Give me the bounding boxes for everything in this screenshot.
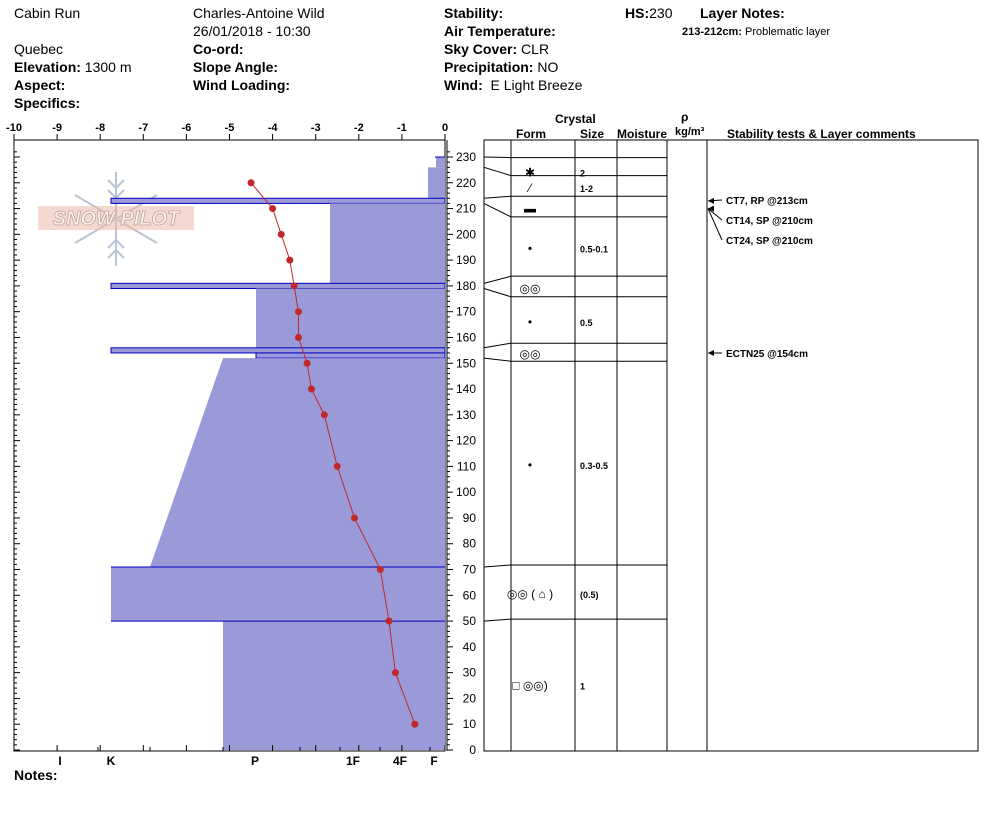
hardness-label: K	[106, 754, 116, 768]
col-comments: Stability tests & Layer comments	[727, 127, 916, 141]
temperature-point	[308, 386, 315, 393]
crystal-size: 0.5-0.1	[580, 244, 609, 255]
temperature-point	[295, 308, 302, 315]
height-tick-label: 200	[455, 227, 476, 242]
crystal-form: □ ◎◎)	[512, 678, 548, 693]
wind-label: Wind:	[444, 77, 483, 93]
stability-test: ECTN25 @154cm	[726, 349, 809, 360]
wind-loading-label: Wind Loading:	[193, 77, 291, 93]
crystal-form: ◎◎	[519, 281, 541, 296]
height-tick-label: 0	[469, 743, 476, 757]
temperature-point	[269, 205, 276, 212]
slope-label: Slope Angle:	[193, 59, 279, 75]
crystal-form: ◎◎	[519, 347, 541, 362]
height-tick-label: 30	[462, 665, 476, 680]
temperature-point	[286, 257, 293, 264]
temperature-point	[321, 411, 328, 418]
layer-note-range: 213-212cm:	[682, 26, 742, 38]
temp-tick-label: -1	[397, 122, 407, 134]
crystal-size: (0.5)	[580, 590, 599, 601]
crystal-form: •	[527, 241, 533, 256]
height-tick-label: 60	[462, 588, 476, 603]
stability-connector	[708, 209, 722, 240]
col-size: Size	[580, 127, 605, 141]
datetime: 26/01/2018 - 10:30	[193, 23, 311, 39]
elevation-label: Elevation:	[14, 59, 81, 75]
temp-tick-label: -4	[267, 122, 278, 134]
temp-tick-label: -2	[353, 122, 364, 134]
height-tick-label: 90	[462, 510, 476, 525]
crystal-form: ⁄	[528, 180, 532, 195]
layer-notes-label: Layer Notes:	[700, 5, 785, 21]
temperature-point	[377, 566, 384, 573]
notes-label: Notes:	[14, 767, 58, 783]
hardness-bar	[256, 288, 445, 347]
height-tick-label: 100	[455, 485, 476, 500]
height-tick-label: 10	[462, 717, 476, 732]
temperature-point	[278, 231, 285, 238]
temperature-point	[392, 669, 399, 676]
col-rho: ρ	[681, 110, 689, 124]
height-tick-label: 190	[455, 253, 476, 268]
col-moisture: Moisture	[617, 127, 668, 141]
wind-value: E Light Breeze	[490, 77, 583, 93]
height-tick-label: 150	[455, 356, 476, 371]
layer-table-frame	[484, 140, 978, 751]
air-temp-label: Air Temperature:	[444, 23, 556, 39]
hardness-bar	[256, 353, 445, 358]
hardness-bar	[330, 203, 445, 283]
layer-connector	[484, 276, 511, 283]
crystal-form: ▬	[524, 201, 536, 216]
temp-tick-label: -10	[6, 122, 22, 134]
temperature-point	[295, 334, 302, 341]
temp-tick-label: -5	[224, 122, 235, 134]
crystal-form: •	[527, 458, 533, 473]
crystal-form: •	[527, 315, 533, 330]
height-tick-label: 210	[455, 201, 476, 216]
crystal-size: 1	[580, 681, 586, 692]
stability-label: Stability:	[444, 5, 504, 21]
crystal-size: 2	[580, 168, 586, 179]
temp-tick-label: -6	[181, 122, 192, 134]
hardness-label: F	[430, 754, 438, 768]
stability-arrow	[708, 198, 714, 204]
elevation-value: 1300 m	[84, 59, 132, 75]
height-tick-label: 50	[462, 614, 476, 629]
height-tick-label: 40	[462, 639, 476, 654]
hardness-bar	[111, 348, 445, 353]
layer-connector	[484, 167, 511, 175]
layer-note-text: Problematic layer	[745, 26, 830, 38]
height-tick-label: 170	[455, 304, 476, 319]
hardness-bar	[436, 157, 445, 167]
col-crystal: Crystal	[555, 112, 596, 126]
layer-connector	[484, 288, 511, 296]
layer-connector	[484, 196, 511, 198]
hardness-bar	[223, 621, 445, 750]
hardness-bar	[150, 358, 445, 567]
location: Cabin Run	[14, 5, 81, 21]
layer-connector	[484, 203, 511, 216]
coord-label: Co-ord:	[193, 41, 244, 57]
temperature-point	[411, 721, 418, 728]
stability-test: CT14, SP @210cm	[726, 216, 813, 227]
crystal-size: 0.5	[580, 318, 593, 329]
hardness-label: 1F	[345, 754, 361, 768]
crystal-size: 1-2	[580, 183, 594, 194]
hardness-label: P	[250, 754, 260, 768]
hardness-bar	[428, 167, 445, 198]
temperature-point	[351, 514, 358, 521]
stability-arrow	[708, 350, 714, 356]
temp-tick-label: -9	[52, 122, 62, 134]
layer-connector	[484, 358, 511, 361]
temp-tick-label: -7	[138, 122, 149, 134]
sky-value: CLR	[521, 41, 550, 57]
col-density-unit: kg/m³	[675, 126, 705, 138]
height-tick-label: 120	[455, 433, 476, 448]
hardness-bar	[111, 283, 445, 288]
hs-label: HS:	[625, 5, 650, 21]
aspect-label: Aspect:	[14, 77, 66, 93]
temperature-point	[291, 282, 298, 289]
specifics-label: Specifics:	[14, 95, 81, 111]
stability-test: CT24, SP @210cm	[726, 236, 813, 247]
layer-connector	[484, 157, 511, 158]
height-tick-label: 110	[456, 459, 476, 474]
crystal-form: ◎◎ ( ⌂ )	[506, 587, 554, 602]
layer-connector	[484, 343, 511, 348]
height-tick-label: 140	[455, 382, 476, 397]
height-tick-label: 230	[455, 150, 476, 164]
temp-tick-label: 0	[441, 122, 449, 134]
crystal-size: 0.3-0.5	[580, 461, 609, 472]
hs-value: 230	[649, 5, 673, 21]
height-tick-label: 80	[462, 536, 476, 551]
temperature-point	[248, 179, 255, 186]
hardness-bar	[111, 198, 445, 203]
height-tick-label: 220	[455, 175, 476, 190]
crystal-form: ✱	[524, 165, 536, 180]
precip-label: Precipitation:	[444, 59, 534, 75]
hardness-label: 4F	[392, 754, 408, 768]
sky-label: Sky Cover:	[444, 41, 518, 57]
layer-connector	[484, 565, 511, 567]
temperature-point	[385, 618, 392, 625]
precip-value: NO	[537, 59, 559, 75]
temp-tick-label: -8	[95, 122, 106, 134]
height-tick-label: 130	[455, 407, 476, 422]
temperature-point	[304, 360, 311, 367]
height-tick-label: 180	[455, 278, 476, 293]
temperature-point	[334, 463, 341, 470]
hardness-bar	[111, 567, 445, 621]
region: Quebec	[14, 41, 64, 57]
temp-tick-label: -3	[310, 122, 321, 134]
observer: Charles-Antoine Wild	[193, 5, 325, 21]
hardness-label: I	[58, 754, 62, 768]
height-tick-label: 20	[462, 691, 476, 706]
height-tick-label: 70	[462, 562, 476, 577]
col-form: Form	[516, 127, 546, 141]
stability-test: CT7, RP @213cm	[726, 196, 808, 207]
layer-connector	[484, 619, 511, 621]
height-tick-label: 160	[455, 330, 476, 345]
logo-text: SNOW PILOT	[52, 208, 180, 230]
